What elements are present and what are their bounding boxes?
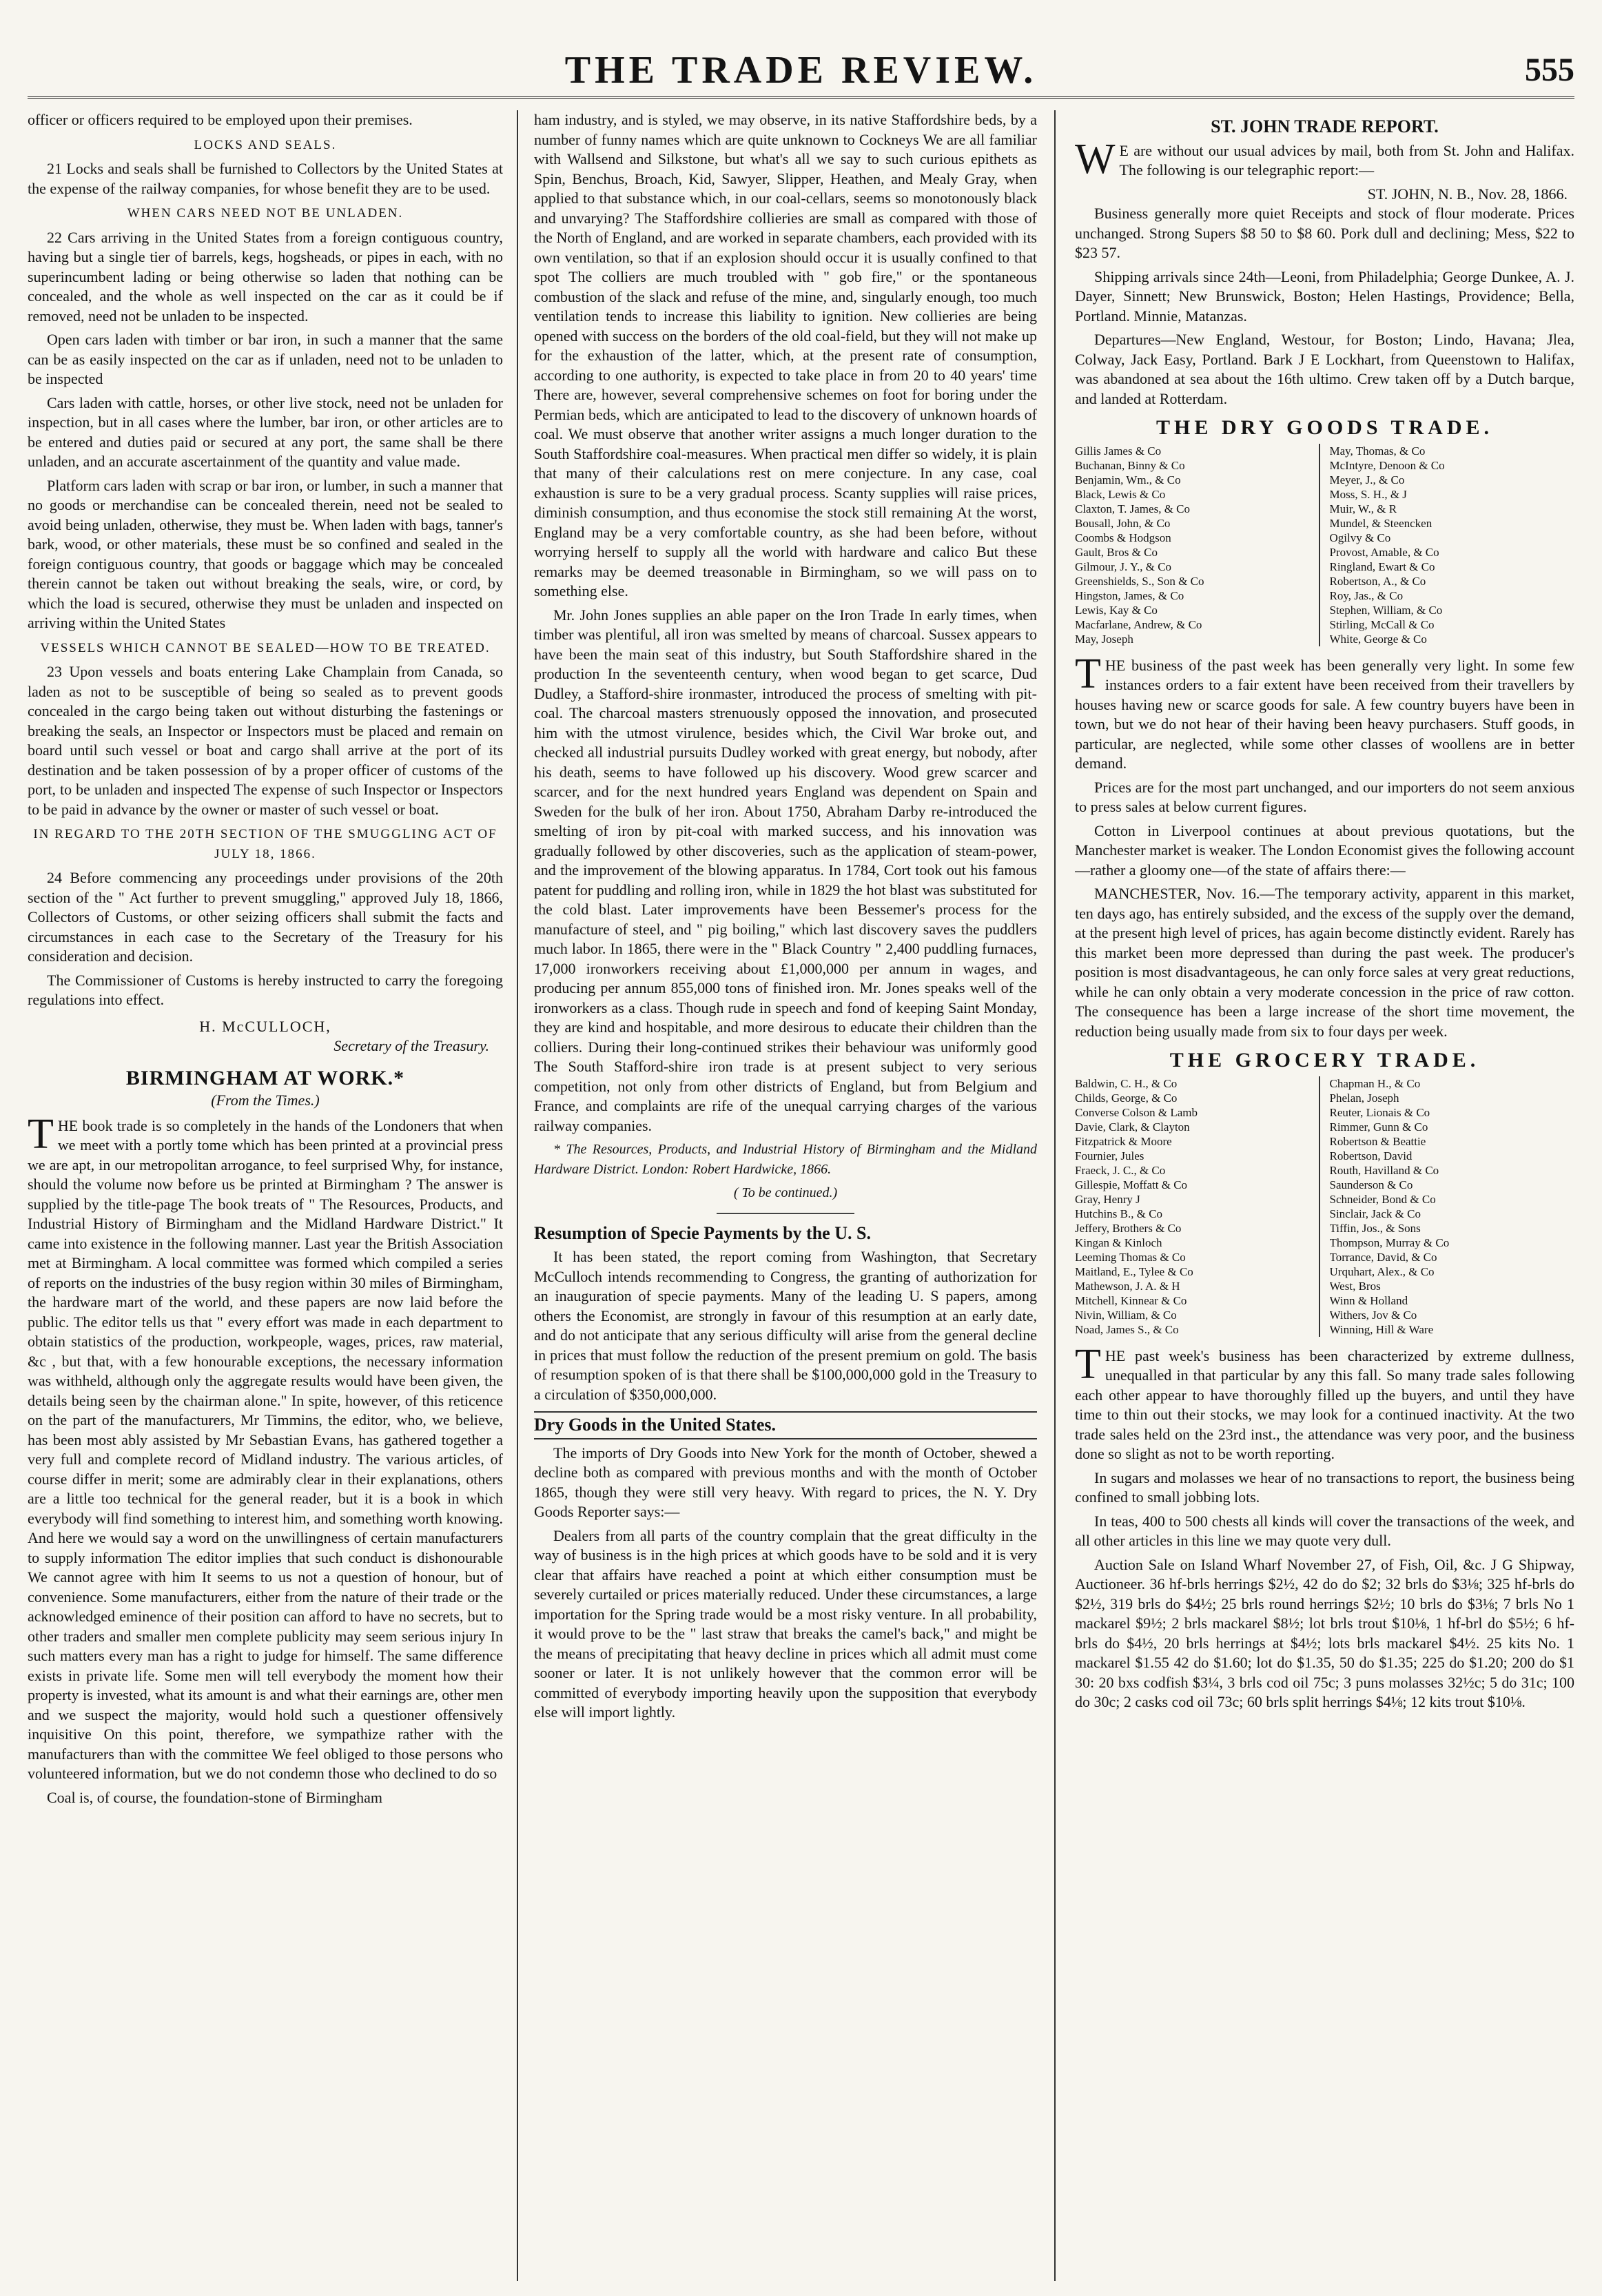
firm-name: Maitland, E., Tylee & Co — [1075, 1264, 1193, 1278]
firm-name: Reuter, Lionais & Co — [1329, 1105, 1430, 1119]
continued-note: ( To be continued.) — [733, 1185, 838, 1200]
firm-list — [1075, 444, 1574, 646]
paragraph: Dealers from all parts of the country complain that the great difficulty in the way of business is in the high prices at which goods have to be sold and it is very clear that affairs have reached a point at which either consumption must be severely curtailed or prices materially reduced. Under these circumstances, a large importation for the Spring trade would be a most risky venture. In all probability, it would prove to be the " last straw that breaks the camel's back," and might be the means of precipitating that heavy decline in prices which all admit must come sooner or later. It is not unlikely however that the common error will be committed of everybody importing heavily upon the supposition that everybody else will import lightly. — [534, 1526, 1037, 1721]
firm-name: Rimmer, Gunn & Co — [1329, 1120, 1428, 1134]
firm-name: Gault, Bros & Co — [1075, 545, 1158, 559]
firm-name: Nivin, William, & Co — [1075, 1308, 1177, 1322]
firm-name: McIntyre, Denoon & Co — [1329, 458, 1445, 472]
firm-name: Withers, Jov & Co — [1329, 1308, 1417, 1322]
firm-name: Fitzpatrick & Moore — [1075, 1134, 1172, 1148]
firm-name: West, Bros — [1329, 1279, 1381, 1293]
paragraph: WE are without our usual advices by mail, both from St. John and Halifax. The following is our telegraphic report:— — [1075, 135, 1574, 183]
firm-name: Stephen, William, & Co — [1329, 603, 1443, 617]
paragraph: Shipping arrivals since 24th—Leoni, from Philadelphia; George Dunkee, A. J. Dayer, Sinnett; New Brunswick, Boston; Helen Hastings, Providence; Bella, Portland. Minnie, Matanzas. — [1075, 267, 1574, 325]
firm-name: Robertson, David — [1329, 1149, 1413, 1162]
firm-name: Stirling, McCall & Co — [1329, 617, 1435, 631]
paragraph: ham industry, and is styled, we may observe, in its native Staffordshire beds, by a number of funny names which are quite unknown to Cockneys We are all familiar with Wallsend and Silkstone, but what's all we say to such curious epithets as Spin, Benchus, Broach, Kid, Sawyer, Slipper, Heathen, and Mealy Gray, when applied to that substance which, in our coal-cellars, seems so monotonously black and unvarying? The Staffordshire collieries are small as compared with those of the North of England, and are worked in separate chambers, each provided with its own ventilation, so that if an explosion should occur it is usually confined to that spot The colliers are much troubled with " gob fire," or the spontaneous combustion of the slack and refuse of the mine, and, singularly enough, too much ventilation tends to increase this liability to ignition. New collieries are being opened with success on the borders of the old coal-field, but they will not make up for the exhaustion of the latter, which, at the present rate of consumption, according to one authority, is expected to take place in from 20 to 40 years' time There are, however, several comprehensive schemes on foot for boring under the Permian beds, which are anticipated to lead to the discovery of unknown hoards of coal. We must observe that another writer assigns a much longer duration to the South Staffordshire coal-measures. When practical men differ so widely, it is plain that many of their calculations rest on mere conjecture. In any case, coal exhaustion is sure to be a very gradual process. Scanty supplies will raise prices, diminish consumption, and thus economise the stock still remaining At the worst, England may be a very comfortable country, as she had been before, without worrying herself to supply all the world with hardware and calico But these remarks may be deemed treasonable in Birmingham, so we will pass on to something else. — [534, 111, 1037, 599]
paragraph: 22 Cars arriving in the United States from a foreign contiguous country, having but a single tier of barrels, kegs, hogsheads, or pipes in each, with no superincumbent lading or being otherwise so laden that nothing can be concealed, and the whole as well inspected on the car as it could be if removed, need not be unladen to be inspected. — [28, 228, 503, 325]
firm-name: Robertson & Beattie — [1329, 1134, 1426, 1148]
firm-name: Benjamin, Wm., & Co — [1075, 473, 1181, 486]
section-heading: THE GROCERY TRADE. — [1169, 1049, 1480, 1072]
paragraph: 21 Locks and seals shall be furnished to Collectors by the United States at the expense of the railway companies, for whose benefit they are to be used. — [28, 160, 503, 197]
firm-name: Leeming Thomas & Co — [1075, 1250, 1186, 1264]
firm-name: Fournier, Jules — [1075, 1149, 1144, 1162]
divider — [717, 1213, 854, 1214]
paragraph: Cotton in Liverpool continues at about previous quotations, but the Manchester market is weaker. The London Economist gives the following account—rather a gloomy one—of the state of affairs there:— — [1075, 821, 1574, 879]
firm-name: Mitchell, Kinnear & Co — [1075, 1293, 1187, 1307]
firm-name: Provost, Amable, & Co — [1329, 545, 1439, 559]
firm-name: Lewis, Kay & Co — [1075, 603, 1158, 617]
column-divider — [517, 110, 518, 2281]
firm-list-right — [1330, 444, 1575, 646]
paragraph: Platform cars laden with scrap or bar iron, or lumber, in such a manner that no goods or merchandise can be concealed therein, need not be sealed to avoid being unladen, otherwise, they must be. When laden with bags, tanner's bark, wood, or other materials, these must be so confined and sealed in the foreign contiguous country, that goods or baggage which may be concealed therein cannot be taken out without breaking the seals, wire, or cord, by which the load is secured, otherwise they must be unladen and inspected on arriving within the United States — [28, 476, 503, 631]
masthead — [28, 48, 1574, 99]
firm-list-left — [1075, 444, 1320, 646]
firm-name: Claxton, T. James, & Co — [1075, 502, 1191, 515]
firm-name: Fraeck, J. C., & Co — [1075, 1163, 1166, 1177]
firm-name: Baldwin, C. H., & Co — [1075, 1076, 1178, 1090]
page-number: 555 — [1525, 52, 1574, 88]
firm-name: White, George & Co — [1329, 632, 1427, 646]
paragraph: Prices are for the most part unchanged, and our importers do not seem anxious to press sales at below current figures. — [1075, 778, 1574, 815]
firm-name: Childs, George, & Co — [1075, 1091, 1178, 1105]
paragraph: In sugars and molasses we hear of no transactions to report, the business being confined to small jobbing lots. — [1075, 1468, 1574, 1506]
article-title: Dry Goods in the United States. — [534, 1411, 1037, 1439]
firm-name: Chapman H., & Co — [1329, 1076, 1421, 1090]
firm-name: Converse Colson & Lamb — [1075, 1105, 1198, 1119]
firm-name: Jeffery, Brothers & Co — [1075, 1221, 1182, 1235]
paragraph: It has been stated, the report coming from Washington, that Secretary McCulloch intends recommending to Congress, the granting of authorization for an inauguration of specie payments. Many of the leading U. S papers, among others the Economist, are strongly in favour of this resumption at an early date, and do not anticipate that any serious difficulty will arise from the general decline in prices that must follow the reduction of the present premium on gold. The basis of resumption spoken of is that there shall be $100,000,000 gold in the Treasury to a circulation of $350,000,000. — [534, 1248, 1037, 1403]
column-2 — [534, 110, 1037, 2281]
firm-name: Gray, Henry J — [1075, 1192, 1140, 1206]
firm-name: Meyer, J., & Co — [1329, 473, 1405, 486]
paragraph: Departures—New England, Westour, for Boston; Lindo, Havana; Jlea, Colway, Jack Easy, Portland. Bark J E Lockhart, from Queenstown to Halifax, was abandoned at sea about the 16th ultimo. Crew taken off by a Dutch barque, and landed at Rotterdam. — [1075, 331, 1574, 407]
section-subhead: IN REGARD TO THE 20TH SECTION OF THE SMUGGLING ACT OF JULY 18, 1866. — [33, 827, 497, 861]
firm-name: Ringland, Ewart & Co — [1329, 560, 1435, 573]
firm-name: Hingston, James, & Co — [1075, 588, 1184, 602]
firm-name: Phelan, Joseph — [1329, 1091, 1399, 1105]
firm-name: Coombs & Hodgson — [1075, 531, 1171, 544]
paragraph: Auction Sale on Island Wharf November 27, of Fish, Oil, &c. J G Shipway, Auctioneer. 36 hf-brls herrings $2½, 42 do do $2; 32 brls do $3⅛; 325 hf-brls do $2½, 319 brls do $4½; 25 brls round herrings $2½; 10 brls do $3⅛; 7 brls No 1 mackarel $9½; 2 brls mackarel $8½; lot brls trout $10⅛, 1 hf-brl do $5½; 6 hf-brls do $4½, 20 brls herrings at $4½; lots brls mackarel $4½. 25 kits No. 1 mackarel $1.55 42 do $1.60; lot do $1.35, 50 do $1.35; 225 do $1.20; 200 do $1 30: 20 bxs codfish $3¼, 3 brls cod oil 75c; 3 puns molasses 32½c; 5 do 31c; 100 do 30c; 2 casks cod oil 73c; 60 brls split herrings $4⅛; 12 kits trout $10⅛. — [1075, 1555, 1574, 1710]
article-title: ST. JOHN TRADE REPORT. — [1211, 116, 1439, 136]
paragraph: Business generally more quiet Receipts and stock of flour moderate. Prices unchanged. Strong Supers $8 50 to $8 60. Pork dull and declining; Mess, $22 to $23 57. — [1075, 205, 1574, 261]
firm-list — [1075, 1076, 1574, 1337]
firm-name: Moss, S. H., & J — [1329, 487, 1407, 501]
column-1 — [28, 110, 503, 2281]
paragraph: THE past week's business has been characterized by extreme dullness, unequalled in that particular by any this fall. So many trade sales following each other appear to have thoroughly filled up the buyers, and until they have time to thin out their stocks, we may look for a continued inactivity. At the two trade sales held on the 23rd inst., the attendance was very poor, and the business done so slight as not to be worth reporting. — [1075, 1340, 1574, 1462]
firm-name: Sinclair, Jack & Co — [1329, 1207, 1421, 1220]
firm-name: Macfarlane, Andrew, & Co — [1075, 617, 1202, 631]
signature-title: Secretary of the Treasury. — [333, 1037, 489, 1054]
firm-name: Gilmour, J. Y., & Co — [1075, 560, 1172, 573]
firm-list-right — [1330, 1076, 1575, 1337]
column-3 — [1075, 110, 1574, 2281]
firm-name: Winning, Hill & Ware — [1329, 1322, 1434, 1336]
firm-name: Mathewson, J. A. & H — [1075, 1279, 1180, 1293]
paragraph: MANCHESTER, Nov. 16.—The temporary activity, apparent in this market, ten days ago, has entirely subsided, and the excess of the supply over the demand, at the present high level of prices, has again become distinctly evident. Rarely has this market been more depressed than during the past week. The producer's position is most disadvantageous, he can only force sales at very great reductions, while he can only obtain a very moderate concession in the price of raw cotton. The consequence has been a large increase of the short time movement, the reduction being usually made from six to four days per week. — [1075, 885, 1574, 1040]
firm-name: Routh, Havilland & Co — [1329, 1163, 1439, 1177]
firm-name: Greenshields, S., Son & Co — [1075, 574, 1204, 588]
firm-name: Saunderson & Co — [1329, 1178, 1413, 1191]
firm-name: Tiffin, Jos., & Sons — [1329, 1221, 1421, 1235]
column-divider — [1054, 110, 1056, 2281]
firm-name: Noad, James S., & Co — [1075, 1322, 1179, 1336]
paragraph: THE book trade is so completely in the hands of the Londoners that when we meet with a portly tome which has been printed at a provincial press we are apt, in our metropolitan arrogance, to feel surprised Why, for instance, should the volume now before us be printed at Birmingham ? The answer is supplied by the title-page The book treats of " The Resources, Products, and Industrial History of Birmingham and the Midland Hardware District." It came into existence in the following manner. Last year the British Association met at Birmingham. A local committee was formed which compiled a series of reports on the industries of the busy region within 30 miles of Birmingham, the hardware mart of the world, and these papers are now laid before the public. The editor tells us that " every effort was made in each department to obtain statistics of the production, workpeople, wages, prices, raw material, &c , but that, with a few honourable exceptions, the necessary information was withheld, although only the aggregate results would have been given, the details being seen by the chairman alone." In spite, however, of this reticence on the part of the manufacturers, Mr Timmins, the editor, who, we believe, has been most ably assisted by Mr Sebastian Evans, has gathered together a very full and complete record of Midland industry. The various articles, of course differ in merit; some are admirably clear in their explanations, others are a little too technical for the general reader, but it is a book in which everybody will find something to interest him, and something worth knowing. And here we would say a word on the unwillingness of certain manufacturers to supply information The editor implies that such conduct is dishonourable We cannot agree with him It seems to us not a question of honour, but of convenience. Some manufacturers, either from the nature of their trade or the acknowledged eminence of their position can afford to have no secrets, but to other traders and smaller men complete publicity may seem serious injury In such matters every man has a right to judge for himself. The same difference exists in private life. Some men will tell everybody the moment how their property is invested, what its amount is and what their earnings are, other men and we suspect the majority, would hold such a questioner offensively inquisitive On this point, therefore, we sympathize rather with the manufacturers than with the committee We feel obliged to those persons who volunteered information, but we do not condemn those who declined to do so — [28, 1110, 503, 1782]
section-subhead: WHEN CARS NEED NOT BE UNLADEN. — [127, 206, 404, 221]
firm-name: Black, Lewis & Co — [1075, 487, 1166, 501]
firm-list-left — [1075, 1076, 1320, 1337]
firm-name: Gillis James & Co — [1075, 444, 1162, 458]
firm-name: Muir, W., & R — [1329, 502, 1397, 515]
firm-name: Winn & Holland — [1329, 1293, 1408, 1307]
article-title: BIRMINGHAM AT WORK.* — [125, 1066, 405, 1089]
section-subhead: LOCKS AND SEALS. — [194, 137, 337, 152]
paragraph: Coal is, of course, the foundation-stone of Birmingham — [47, 1788, 382, 1806]
firm-name: Mundel, & Steencken — [1329, 516, 1432, 530]
paragraph: THE business of the past week has been generally very light. In some few instances orders to a fair extent have been received from their travellers by houses having new or scarce goods for sale. A few country buyers have been in town, but we do not hear of their having been heavy purchasers. Stuff goods, in particular, are neglected, while some other classes of woollens are in better demand. — [1075, 650, 1574, 772]
footnote: * The Resources, Products, and Industrial History of Birmingham and the Midland Hardware District. London: Robert Hardwicke, 1866. — [534, 1142, 1037, 1177]
firm-name: Davie, Clark, & Clayton — [1075, 1120, 1190, 1134]
article-source: (From the Times.) — [211, 1091, 320, 1109]
paragraph: The Commissioner of Customs is hereby instructed to carry the foregoing regulations into effect. — [28, 971, 503, 1008]
firm-name: Torrance, David, & Co — [1329, 1250, 1437, 1264]
paragraph: 23 Upon vessels and boats entering Lake Champlain from Canada, so laden as not to be susceptible of being so sealed as to prevent goods concealed in the cargo being taken out without disturbing the fastenings or breaking the seals, an Inspector or Inspectors must be placed and remain on board until such vessel or boat and cargo shall arrive at the port of its destination and be taken possession of by a proper officer of customs of the port, to be unladen and inspected The expense of such Inspector or Inspectors to be paid in advance by the owner or master of such vessel or boat. — [28, 663, 503, 818]
section-heading: THE DRY GOODS TRADE. — [1156, 416, 1493, 439]
paragraph: Mr. John Jones supplies an able paper on the Iron Trade In early times, when timber was plentiful, all iron was smelted by means of charcoal. Sussex appears to have been the main seat of this industry, but South Staffordshire shared in the production In the seventeenth century, when wood began to get scarce, Dud Dudley, a Stafford-shire ironmaster, introduced the process of smelting with pit-coal. The charcoal masters strenuously opposed the innovation, and prosecuted him with the utmost virulence, besides which, the Civil War broke out, and checked all industrial pursuits Dudley worked with great energy, but nobody, after his death, seems to have followed up his discovery. Wood grew scarcer and scarcer, and for the next hundred years England was dependent on Spain and Sweden for the bulk of her iron. About 1750, Abraham Darby re-introduced the smelting of iron by pit-coal with marked success, and his innovation was gradually followed by other discoveries, such as the application of steam-power, and the improvement of the blowing apparatus. In 1784, Cort took out his famous patent for puddling and rolling iron, while in 1829 the hot blast was substituted for the cold blast. Later improvements have been Bessemer's process for the manufacture of steel, and " pig boiling," which last discovery saves the puddlers much labor. In 1865, there were in the " Black Country " 2,400 puddling furnaces, 17,000 ironworkers receiving about £1,000,000 per annum in wages, and producing per annum 855,000 tons of finished iron. Mr. Jones speaks well of the ironworkers as a class. Though rude in speech and fond of keeping Saint Monday, they are kind and hospitable, and more desirous to educate their children than the colliers. During their long-continued strikes their behaviour was uniformly good The South Stafford-shire iron trade is at present subject to very serious competition, not only from other districts of England, but from Belgium and France, and complaints are rife of the unequal carrying charges of the various railway companies. — [534, 606, 1037, 1134]
dateline: ST. JOHN, N. B., Nov. 28, 1866. — [1367, 185, 1568, 203]
page-title: THE TRADE REVIEW. — [564, 49, 1038, 92]
paragraph: In teas, 400 to 500 chests all kinds will cover the transactions of the week, and all other articles in this line we may quote very dull. — [1075, 1512, 1574, 1549]
firm-name: Schneider, Bond & Co — [1329, 1192, 1436, 1206]
firm-name: Kingan & Kinloch — [1075, 1236, 1162, 1249]
firm-name: Robertson, A., & Co — [1329, 574, 1426, 588]
firm-name: May, Thomas, & Co — [1329, 444, 1426, 458]
section-subhead: VESSELS WHICH CANNOT BE SEALED—HOW TO BE TREATED. — [40, 640, 491, 655]
firm-name: Urquhart, Alex., & Co — [1329, 1264, 1435, 1278]
firm-name: Gillespie, Moffatt & Co — [1075, 1178, 1188, 1191]
paragraph: 24 Before commencing any proceedings under provisions of the 20th section of the " Act further to prevent smuggling," approved July 18, 1866, Collectors of Customs, or other seizing officers shall submit the facts and circumstances in each case to the Secretary of the Treasury for his consideration and decision. — [28, 869, 503, 965]
firm-name: Buchanan, Binny & Co — [1075, 458, 1185, 472]
firm-name: Thompson, Murray & Co — [1329, 1236, 1450, 1249]
firm-name: Ogilvy & Co — [1329, 531, 1391, 544]
firm-name: Hutchins B., & Co — [1075, 1207, 1163, 1220]
firm-name: Bousall, John, & Co — [1075, 516, 1171, 530]
paragraph: Cars laden with cattle, horses, or other live stock, need not be unladen for inspection, but in all cases where the lumber, bar iron, or other articles are to be entered and duties paid or secured at any port, the same shall be there unladen, and an accurate ascertainment of the quantity and value made. — [28, 393, 503, 470]
paragraph: officer or officers required to be employed upon their premises. — [28, 111, 413, 128]
signature: H. McCULLOCH, — [199, 1017, 331, 1035]
article-title: Resumption of Specie Payments by the U. S. — [534, 1222, 871, 1243]
firm-name: May, Joseph — [1075, 632, 1133, 646]
paragraph: Open cars laden with timber or bar iron, in such a manner that the same can be as easily inspected on the car as if unladen, need not to be unladen to be inspected — [28, 331, 503, 387]
paragraph: The imports of Dry Goods into New York for the month of October, shewed a decline both as compared with previous months and with the month of October 1865, though they were still very heavy. With regard to prices, the N. Y. Dry Goods Reporter says:— — [534, 1444, 1037, 1520]
firm-name: Roy, Jas., & Co — [1329, 588, 1404, 602]
